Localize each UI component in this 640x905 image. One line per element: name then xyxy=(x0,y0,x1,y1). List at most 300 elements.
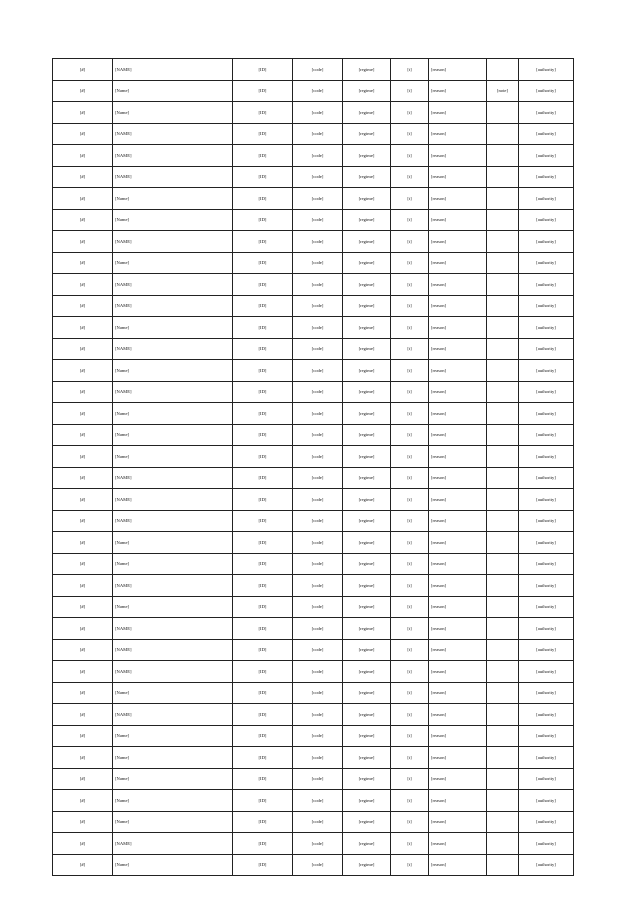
authority-cell: [authority] xyxy=(519,596,574,618)
table-row xyxy=(53,532,574,554)
row-number: [#] xyxy=(53,768,113,790)
regime-cell: [regime] xyxy=(343,618,391,640)
reason-cell xyxy=(429,317,487,339)
reason-text: [reason] xyxy=(431,862,447,868)
authority-cell: [authority] xyxy=(519,381,574,403)
reason-text: [reason] xyxy=(431,690,447,696)
reason-cell xyxy=(429,467,487,489)
table-row xyxy=(53,768,574,790)
type-cell: [t] xyxy=(391,295,429,317)
reason-cell xyxy=(429,274,487,296)
reason-text: [reason] xyxy=(431,410,447,416)
code-cell: [code] xyxy=(293,252,343,274)
holder-id: [ID] xyxy=(233,59,293,81)
regime-cell: [regime] xyxy=(343,424,391,446)
holder-name: [Name] xyxy=(113,188,233,210)
reason-cell xyxy=(429,575,487,597)
authority-cell: [authority] xyxy=(519,704,574,726)
reason-text: [reason] xyxy=(431,496,447,502)
note-cell xyxy=(487,790,519,812)
table-row xyxy=(53,403,574,425)
type-cell: [t] xyxy=(391,790,429,812)
regime-cell: [regime] xyxy=(343,252,391,274)
note-cell xyxy=(487,209,519,231)
reason-text: [reason] xyxy=(431,131,447,137)
holder-id: [ID] xyxy=(233,833,293,855)
note-cell xyxy=(487,59,519,81)
row-number: [#] xyxy=(53,80,113,102)
regime-cell: [regime] xyxy=(343,403,391,425)
authority-cell: [authority] xyxy=(519,317,574,339)
row-number: [#] xyxy=(53,403,113,425)
holder-name: [Name] xyxy=(113,252,233,274)
note-cell xyxy=(487,403,519,425)
reason-cell xyxy=(429,639,487,661)
holder-id: [ID] xyxy=(233,661,293,683)
holder-name: [NAME] xyxy=(113,618,233,640)
holder-name: [NAME] xyxy=(113,123,233,145)
table-row xyxy=(53,317,574,339)
code-cell: [code] xyxy=(293,747,343,769)
reason-text: [reason] xyxy=(431,604,447,610)
holder-id: [ID] xyxy=(233,575,293,597)
regime-cell: [regime] xyxy=(343,80,391,102)
regime-cell: [regime] xyxy=(343,231,391,253)
table-row xyxy=(53,123,574,145)
table-row xyxy=(53,188,574,210)
regime-cell: [regime] xyxy=(343,274,391,296)
type-cell: [t] xyxy=(391,682,429,704)
reason-cell xyxy=(429,123,487,145)
authority-cell: [authority] xyxy=(519,123,574,145)
reason-cell xyxy=(429,682,487,704)
holder-name: [Name] xyxy=(113,811,233,833)
table-row xyxy=(53,231,574,253)
row-number: [#] xyxy=(53,145,113,167)
holder-name: [NAME] xyxy=(113,145,233,167)
authority-cell: [authority] xyxy=(519,295,574,317)
reason-text: [reason] xyxy=(431,797,447,803)
table-row xyxy=(53,424,574,446)
holder-id: [ID] xyxy=(233,209,293,231)
holder-id: [ID] xyxy=(233,252,293,274)
authority-cell: [authority] xyxy=(519,747,574,769)
code-cell: [code] xyxy=(293,338,343,360)
reason-text: [reason] xyxy=(431,776,447,782)
table-row xyxy=(53,661,574,683)
table-row xyxy=(53,274,574,296)
authority-cell: [authority] xyxy=(519,360,574,382)
regime-cell: [regime] xyxy=(343,532,391,554)
note-cell xyxy=(487,639,519,661)
reason-text: [reason] xyxy=(431,303,447,309)
note-cell xyxy=(487,510,519,532)
holder-id: [ID] xyxy=(233,596,293,618)
type-cell: [t] xyxy=(391,768,429,790)
register-table xyxy=(52,58,574,876)
holder-id: [ID] xyxy=(233,360,293,382)
note-cell xyxy=(487,661,519,683)
type-cell: [t] xyxy=(391,639,429,661)
type-cell: [t] xyxy=(391,467,429,489)
holder-name: [Name] xyxy=(113,682,233,704)
table-row xyxy=(53,381,574,403)
row-number: [#] xyxy=(53,424,113,446)
reason-cell xyxy=(429,790,487,812)
holder-id: [ID] xyxy=(233,811,293,833)
note-cell xyxy=(487,704,519,726)
authority-cell: [authority] xyxy=(519,424,574,446)
table-row xyxy=(53,338,574,360)
note-cell xyxy=(487,575,519,597)
row-number: [#] xyxy=(53,360,113,382)
holder-name: [Name] xyxy=(113,725,233,747)
reason-text: [reason] xyxy=(431,647,447,653)
authority-cell: [authority] xyxy=(519,833,574,855)
regime-cell: [regime] xyxy=(343,446,391,468)
row-number: [#] xyxy=(53,489,113,511)
authority-cell: [authority] xyxy=(519,166,574,188)
holder-id: [ID] xyxy=(233,145,293,167)
row-number: [#] xyxy=(53,252,113,274)
authority-cell: [authority] xyxy=(519,639,574,661)
table-row xyxy=(53,790,574,812)
regime-cell: [regime] xyxy=(343,725,391,747)
register-table-body xyxy=(53,59,574,876)
note-cell xyxy=(487,768,519,790)
holder-name: [NAME] xyxy=(113,661,233,683)
row-number: [#] xyxy=(53,123,113,145)
reason-cell xyxy=(429,188,487,210)
regime-cell: [regime] xyxy=(343,790,391,812)
note-cell: [note] xyxy=(487,80,519,102)
type-cell: [t] xyxy=(391,725,429,747)
type-cell: [t] xyxy=(391,661,429,683)
type-cell: [t] xyxy=(391,811,429,833)
code-cell: [code] xyxy=(293,123,343,145)
reason-text: [reason] xyxy=(431,819,447,825)
regime-cell: [regime] xyxy=(343,639,391,661)
reason-cell xyxy=(429,510,487,532)
row-number: [#] xyxy=(53,661,113,683)
regime-cell: [regime] xyxy=(343,467,391,489)
holder-id: [ID] xyxy=(233,467,293,489)
reason-text: [reason] xyxy=(431,88,447,94)
code-cell: [code] xyxy=(293,790,343,812)
holder-id: [ID] xyxy=(233,510,293,532)
code-cell: [code] xyxy=(293,446,343,468)
type-cell: [t] xyxy=(391,618,429,640)
code-cell: [code] xyxy=(293,811,343,833)
code-cell: [code] xyxy=(293,424,343,446)
holder-name: [Name] xyxy=(113,360,233,382)
type-cell: [t] xyxy=(391,381,429,403)
note-cell xyxy=(487,725,519,747)
regime-cell: [regime] xyxy=(343,209,391,231)
reason-cell xyxy=(429,833,487,855)
row-number: [#] xyxy=(53,682,113,704)
type-cell: [t] xyxy=(391,833,429,855)
authority-cell: [authority] xyxy=(519,252,574,274)
regime-cell: [regime] xyxy=(343,596,391,618)
holder-id: [ID] xyxy=(233,295,293,317)
type-cell: [t] xyxy=(391,403,429,425)
reason-cell xyxy=(429,166,487,188)
table-row xyxy=(53,725,574,747)
code-cell: [code] xyxy=(293,360,343,382)
regime-cell: [regime] xyxy=(343,188,391,210)
holder-id: [ID] xyxy=(233,704,293,726)
reason-cell xyxy=(429,231,487,253)
code-cell: [code] xyxy=(293,145,343,167)
holder-name: [NAME] xyxy=(113,704,233,726)
holder-id: [ID] xyxy=(233,166,293,188)
reason-cell xyxy=(429,360,487,382)
row-number: [#] xyxy=(53,725,113,747)
type-cell: [t] xyxy=(391,166,429,188)
note-cell xyxy=(487,467,519,489)
code-cell: [code] xyxy=(293,209,343,231)
code-cell: [code] xyxy=(293,532,343,554)
regime-cell: [regime] xyxy=(343,145,391,167)
authority-cell: [authority] xyxy=(519,338,574,360)
authority-cell: [authority] xyxy=(519,209,574,231)
holder-name: [NAME] xyxy=(113,59,233,81)
reason-text: [reason] xyxy=(431,389,447,395)
row-number: [#] xyxy=(53,274,113,296)
note-cell xyxy=(487,833,519,855)
reason-cell xyxy=(429,424,487,446)
table-row xyxy=(53,489,574,511)
reason-text: [reason] xyxy=(431,582,447,588)
note-cell xyxy=(487,489,519,511)
reason-cell xyxy=(429,295,487,317)
authority-cell: [authority] xyxy=(519,188,574,210)
holder-name: [NAME] xyxy=(113,381,233,403)
table-row xyxy=(53,252,574,274)
reason-cell xyxy=(429,811,487,833)
row-number: [#] xyxy=(53,102,113,124)
reason-cell xyxy=(429,338,487,360)
note-cell xyxy=(487,424,519,446)
note-cell xyxy=(487,102,519,124)
note-cell xyxy=(487,747,519,769)
reason-cell xyxy=(429,725,487,747)
row-number: [#] xyxy=(53,188,113,210)
reason-cell xyxy=(429,532,487,554)
authority-cell: [authority] xyxy=(519,682,574,704)
table-row xyxy=(53,360,574,382)
row-number: [#] xyxy=(53,618,113,640)
type-cell: [t] xyxy=(391,446,429,468)
table-row xyxy=(53,553,574,575)
holder-name: [NAME] xyxy=(113,467,233,489)
code-cell: [code] xyxy=(293,166,343,188)
authority-cell: [authority] xyxy=(519,618,574,640)
reason-cell xyxy=(429,768,487,790)
reason-text: [reason] xyxy=(431,152,447,158)
holder-id: [ID] xyxy=(233,725,293,747)
holder-id: [ID] xyxy=(233,317,293,339)
type-cell: [t] xyxy=(391,102,429,124)
reason-cell xyxy=(429,381,487,403)
note-cell xyxy=(487,360,519,382)
holder-name: [NAME] xyxy=(113,639,233,661)
holder-name: [Name] xyxy=(113,532,233,554)
reason-text: [reason] xyxy=(431,66,447,72)
row-number: [#] xyxy=(53,854,113,876)
holder-id: [ID] xyxy=(233,790,293,812)
reason-cell xyxy=(429,403,487,425)
table-row xyxy=(53,833,574,855)
authority-cell: [authority] xyxy=(519,446,574,468)
table-row xyxy=(53,59,574,81)
authority-cell: [authority] xyxy=(519,510,574,532)
holder-name: [Name] xyxy=(113,209,233,231)
row-number: [#] xyxy=(53,704,113,726)
code-cell: [code] xyxy=(293,317,343,339)
holder-name: [Name] xyxy=(113,768,233,790)
type-cell: [t] xyxy=(391,854,429,876)
type-cell: [t] xyxy=(391,145,429,167)
holder-name: [NAME] xyxy=(113,575,233,597)
holder-id: [ID] xyxy=(233,747,293,769)
code-cell: [code] xyxy=(293,510,343,532)
table-row xyxy=(53,811,574,833)
authority-cell: [authority] xyxy=(519,575,574,597)
row-number: [#] xyxy=(53,381,113,403)
table-row xyxy=(53,510,574,532)
note-cell xyxy=(487,446,519,468)
holder-name: [Name] xyxy=(113,317,233,339)
note-cell xyxy=(487,317,519,339)
holder-id: [ID] xyxy=(233,682,293,704)
table-row xyxy=(53,209,574,231)
reason-text: [reason] xyxy=(431,238,447,244)
reason-text: [reason] xyxy=(431,109,447,115)
row-number: [#] xyxy=(53,811,113,833)
row-number: [#] xyxy=(53,553,113,575)
type-cell: [t] xyxy=(391,188,429,210)
table-row xyxy=(53,467,574,489)
reason-text: [reason] xyxy=(431,561,447,567)
reason-text: [reason] xyxy=(431,195,447,201)
reason-text: [reason] xyxy=(431,324,447,330)
holder-id: [ID] xyxy=(233,553,293,575)
table-row xyxy=(53,166,574,188)
reason-cell xyxy=(429,80,487,102)
note-cell xyxy=(487,553,519,575)
reason-text: [reason] xyxy=(431,174,447,180)
authority-cell: [authority] xyxy=(519,489,574,511)
type-cell: [t] xyxy=(391,252,429,274)
holder-id: [ID] xyxy=(233,446,293,468)
regime-cell: [regime] xyxy=(343,510,391,532)
type-cell: [t] xyxy=(391,553,429,575)
note-cell xyxy=(487,682,519,704)
regime-cell: [regime] xyxy=(343,661,391,683)
row-number: [#] xyxy=(53,575,113,597)
reason-cell xyxy=(429,489,487,511)
code-cell: [code] xyxy=(293,467,343,489)
holder-id: [ID] xyxy=(233,489,293,511)
code-cell: [code] xyxy=(293,833,343,855)
code-cell: [code] xyxy=(293,639,343,661)
regime-cell: [regime] xyxy=(343,295,391,317)
reason-text: [reason] xyxy=(431,346,447,352)
note-cell xyxy=(487,811,519,833)
reason-text: [reason] xyxy=(431,754,447,760)
reason-cell xyxy=(429,704,487,726)
reason-text: [reason] xyxy=(431,475,447,481)
row-number: [#] xyxy=(53,467,113,489)
type-cell: [t] xyxy=(391,123,429,145)
reason-text: [reason] xyxy=(431,518,447,524)
holder-name: [Name] xyxy=(113,80,233,102)
authority-cell: [authority] xyxy=(519,102,574,124)
code-cell: [code] xyxy=(293,575,343,597)
note-cell xyxy=(487,123,519,145)
holder-id: [ID] xyxy=(233,231,293,253)
row-number: [#] xyxy=(53,295,113,317)
table-row xyxy=(53,80,574,102)
reason-cell xyxy=(429,596,487,618)
holder-name: [Name] xyxy=(113,403,233,425)
code-cell: [code] xyxy=(293,618,343,640)
row-number: [#] xyxy=(53,209,113,231)
reason-cell xyxy=(429,102,487,124)
type-cell: [t] xyxy=(391,209,429,231)
reason-cell xyxy=(429,553,487,575)
type-cell: [t] xyxy=(391,59,429,81)
row-number: [#] xyxy=(53,510,113,532)
authority-cell: [authority] xyxy=(519,811,574,833)
code-cell: [code] xyxy=(293,854,343,876)
note-cell xyxy=(487,252,519,274)
note-cell xyxy=(487,596,519,618)
note-cell xyxy=(487,854,519,876)
note-cell xyxy=(487,338,519,360)
note-cell xyxy=(487,274,519,296)
regime-cell: [regime] xyxy=(343,747,391,769)
holder-name: [NAME] xyxy=(113,166,233,188)
holder-name: [NAME] xyxy=(113,510,233,532)
reason-text: [reason] xyxy=(431,367,447,373)
holder-name: [Name] xyxy=(113,596,233,618)
reason-cell xyxy=(429,209,487,231)
reason-cell xyxy=(429,252,487,274)
reason-cell xyxy=(429,618,487,640)
holder-id: [ID] xyxy=(233,532,293,554)
table-row xyxy=(53,446,574,468)
reason-cell xyxy=(429,446,487,468)
authority-cell: [authority] xyxy=(519,553,574,575)
holder-name: [NAME] xyxy=(113,338,233,360)
row-number: [#] xyxy=(53,747,113,769)
holder-id: [ID] xyxy=(233,102,293,124)
type-cell: [t] xyxy=(391,575,429,597)
holder-id: [ID] xyxy=(233,768,293,790)
type-cell: [t] xyxy=(391,532,429,554)
row-number: [#] xyxy=(53,532,113,554)
reason-text: [reason] xyxy=(431,281,447,287)
reason-text: [reason] xyxy=(431,733,447,739)
holder-id: [ID] xyxy=(233,338,293,360)
holder-id: [ID] xyxy=(233,618,293,640)
type-cell: [t] xyxy=(391,317,429,339)
regime-cell: [regime] xyxy=(343,833,391,855)
table-row xyxy=(53,145,574,167)
